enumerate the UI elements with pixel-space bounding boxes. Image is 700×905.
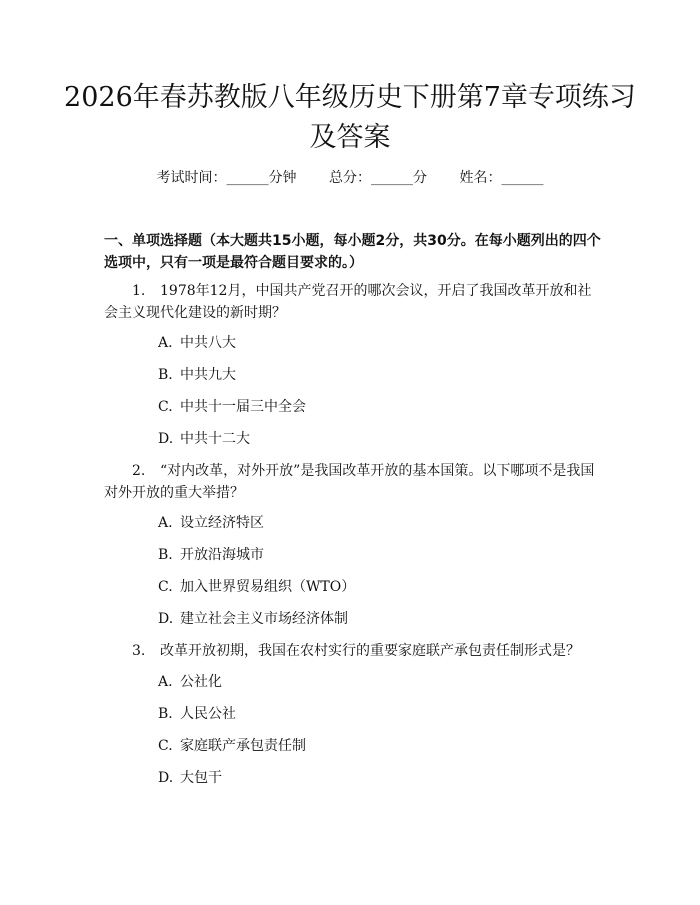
student-name-blank: ______ bbox=[501, 170, 544, 186]
question-1-option-b bbox=[158, 365, 236, 385]
question-3-text: 改革开放初期，我国在农村实行的重要家庭联产承包责任制形式是？ bbox=[160, 643, 580, 659]
question-3-option-a bbox=[158, 672, 222, 692]
option-text: 中共十二大 bbox=[180, 431, 250, 447]
option-text: 中共十一届三中全会 bbox=[180, 399, 306, 415]
option-text: 大包干 bbox=[180, 770, 222, 786]
option-text: 公社化 bbox=[180, 674, 222, 690]
question-3-option-c bbox=[158, 736, 306, 756]
exam-time-field bbox=[157, 170, 297, 186]
option-letter: D. bbox=[158, 611, 174, 627]
option-letter: A. bbox=[158, 335, 173, 351]
question-2-option-b bbox=[158, 545, 264, 565]
total-score-label: 总分： bbox=[329, 170, 371, 186]
section-heading: 一、单项选择题（本大题共15小题，每小题2分，共30分。在每小题列出的四个选项中，只有一项是最符合题目要求的。） bbox=[104, 233, 601, 271]
exam-time-blank: ______ bbox=[226, 170, 269, 186]
question-3-number: 3. bbox=[132, 643, 146, 659]
option-text: 开放沿海城市 bbox=[180, 547, 264, 563]
option-letter: C. bbox=[158, 579, 173, 595]
option-text: 建立社会主义市场经济体制 bbox=[180, 611, 348, 627]
option-letter: C. bbox=[158, 399, 173, 415]
question-1-option-c bbox=[158, 397, 306, 417]
option-letter: B. bbox=[158, 547, 173, 563]
option-text: 人民公社 bbox=[180, 706, 236, 722]
question-2-option-c bbox=[158, 577, 355, 597]
question-1-option-a bbox=[158, 333, 236, 353]
option-letter: C. bbox=[158, 738, 173, 754]
exam-time-unit: 分钟 bbox=[268, 170, 297, 186]
option-letter: D. bbox=[158, 431, 174, 447]
total-score-blank: ______ bbox=[371, 170, 413, 186]
option-letter: A. bbox=[158, 674, 173, 690]
option-text: 中共八大 bbox=[180, 335, 236, 351]
question-3-option-d bbox=[158, 768, 222, 788]
question-2-option-a bbox=[158, 513, 264, 533]
question-3-stem bbox=[104, 640, 600, 662]
option-text: 设立经济特区 bbox=[180, 515, 264, 531]
document-title: 2026年春苏教版八年级历史下册第7章专项练习及答案 bbox=[64, 82, 636, 153]
question-3-option-b bbox=[158, 704, 236, 724]
question-2-stem bbox=[104, 460, 600, 504]
option-text: 中共九大 bbox=[180, 367, 236, 383]
student-name-label: 姓名： bbox=[459, 170, 502, 186]
question-1-option-d bbox=[158, 429, 250, 449]
total-score-field bbox=[329, 170, 427, 186]
question-1-text: 1978年12月，中国共产党召开的哪次会议，开启了我国改革开放和社会主义现代化建设的新时期？ bbox=[104, 283, 592, 321]
exam-info-line bbox=[0, 168, 700, 188]
question-1-stem bbox=[104, 280, 600, 324]
question-2-text: “对内改革，对外开放”是我国改革开放的基本国策。以下哪项不是我国对外开放的重大举措？ bbox=[104, 463, 595, 501]
option-letter: A. bbox=[158, 515, 173, 531]
question-2-option-d bbox=[158, 609, 348, 629]
option-letter: B. bbox=[158, 367, 173, 383]
total-score-unit: 分 bbox=[413, 170, 427, 186]
question-1-number: 1. bbox=[132, 283, 146, 299]
student-name-field bbox=[459, 170, 543, 186]
exam-time-label: 考试时间： bbox=[156, 170, 227, 186]
option-letter: D. bbox=[158, 770, 174, 786]
option-letter: B. bbox=[158, 706, 173, 722]
question-2-number: 2. bbox=[132, 463, 146, 479]
option-text: 家庭联产承包责任制 bbox=[180, 738, 306, 754]
option-text: 加入世界贸易组织（WTO） bbox=[180, 579, 356, 595]
